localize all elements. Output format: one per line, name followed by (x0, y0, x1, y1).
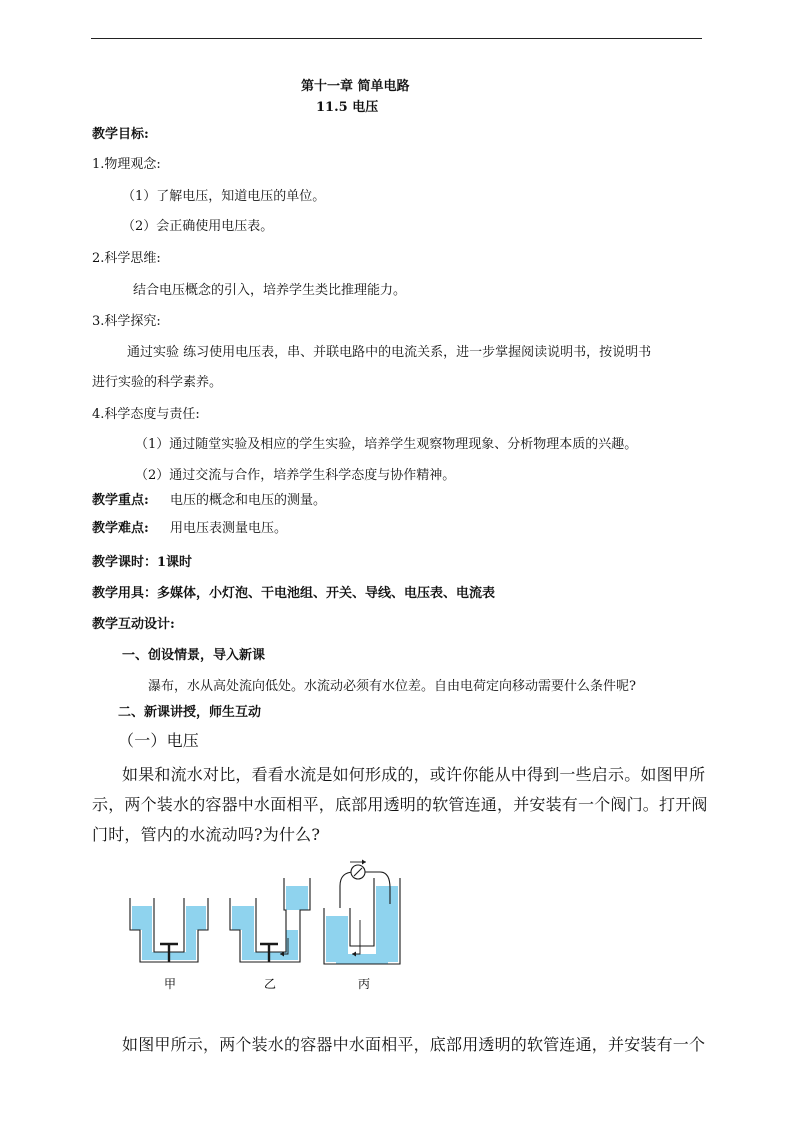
part2-title: 二、新课讲授，师生互动 (118, 705, 262, 720)
key-points-text: 电压的概念和电压的测量。 (170, 493, 327, 508)
subsection-voltage-title: （一）电压 (118, 731, 200, 750)
thinking-title: 2.科学思维: (92, 251, 161, 266)
section-title: 11.5 电压 (316, 100, 379, 115)
diagram-yi (230, 878, 310, 962)
paragraph-2-line-1: 如图甲所示，两个装水的容器中水面相平，底部用透明的软管连通，并安装有一个 (122, 1035, 706, 1054)
attitude-item-1: （1）通过随堂实验及相应的学生实验，培养学生观察物理现象、分析物理本质的兴趣。 (135, 437, 638, 452)
label-bing: 丙 (357, 977, 371, 991)
paragraph-1-line-1: 如果和流水对比，看看水流是如何形成的，或许你能从中得到一些启示。如图甲所 (122, 765, 706, 784)
diagram-bing (324, 860, 400, 965)
attitude-title: 4.科学态度与责任: (92, 407, 200, 422)
key-points-label: 教学重点: (92, 493, 149, 508)
label-yi: 乙 (263, 977, 277, 991)
paragraph-1-line-3: 门时，管内的水流动吗?为什么? (92, 825, 321, 844)
attitude-item-2: （2）通过交流与合作，培养学生科学态度与协作精神。 (135, 468, 456, 483)
difficulties-text: 用电压表测量电压。 (170, 521, 288, 536)
objectives-heading: 教学目标: (92, 127, 149, 142)
water-analogy-figure (120, 858, 420, 998)
part1-text: 瀑布，水从高处流向低处。水流动必须有水位差。自由电荷定向移动需要什么条件呢? (148, 679, 636, 694)
concept-title: 1.物理观念: (92, 157, 161, 172)
chapter-title: 第十一章 简单电路 (301, 79, 410, 94)
concept-item-1: （1）了解电压，知道电压的单位。 (122, 189, 326, 204)
inquiry-line-1: 通过实验 练习使用电压表，串、并联电路中的电流关系，进一步掌握阅读说明书，按说明书 (127, 345, 652, 360)
label-jia: 甲 (163, 977, 177, 991)
difficulties-label: 教学难点: (92, 521, 149, 536)
header-rule (91, 38, 702, 39)
teaching-tools: 教学用具：多媒体，小灯泡、干电池组、开关、导线、电压表、电流表 (92, 586, 496, 601)
inquiry-line-2: 进行实验的科学素养。 (92, 375, 223, 390)
concept-item-2: （2）会正确使用电压表。 (122, 219, 274, 234)
teaching-hours: 教学课时：1课时 (92, 555, 193, 570)
design-heading: 教学互动设计: (92, 617, 175, 632)
inquiry-title: 3.科学探究: (92, 314, 161, 329)
diagram-jia (130, 898, 208, 962)
part1-title: 一、创设情景，导入新课 (122, 648, 266, 663)
thinking-item-1: 结合电压概念的引入，培养学生类比推理能力。 (133, 283, 407, 298)
paragraph-1-line-2: 示，两个装水的容器中水面相平，底部用透明的软管连通，并安装有一个阀门。打开阀 (92, 795, 708, 814)
